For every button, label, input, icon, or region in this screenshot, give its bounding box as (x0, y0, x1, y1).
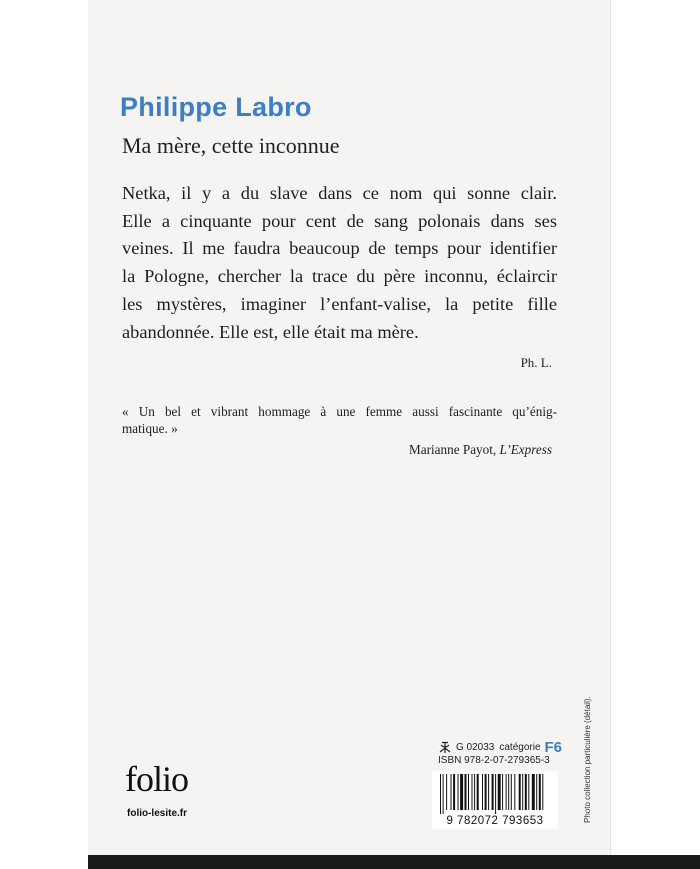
barcode-digits: 9 782072 793653 (446, 815, 544, 827)
barcode-bars (440, 774, 550, 814)
bottom-edge-strip (88, 855, 700, 869)
blurb (122, 180, 557, 346)
blurb-line: Elle a cinquante pour cent de sang polonais dans ses (122, 210, 557, 231)
publisher-website: folio-lesite.fr (127, 808, 188, 819)
blurb-line: abandonnée. Elle est, elle était ma mère. (122, 321, 419, 342)
author-name: Philippe Labro (120, 92, 312, 122)
book-title: Ma mère, cette inconnue (122, 133, 340, 158)
isbn: ISBN 978-2-07-279365-3 (438, 755, 550, 766)
photo-credit-text: Photo collection particulière (détail). (583, 696, 592, 823)
folio-logo: folio (125, 759, 188, 799)
gallimard-logo-icon (438, 741, 452, 754)
review-line: « Un bel et vibrant hommage à une femme aussi fascinante qu’énig- (122, 404, 557, 419)
publisher-code: G 02033 (456, 742, 495, 753)
blurb-line: Netka, il y a du slave dans ce nom qui sonne clair. (122, 183, 557, 203)
review-line: matique. » (122, 421, 178, 436)
review-attribution (300, 442, 552, 458)
review-source: L’Express (499, 442, 552, 457)
blurb-line: veines. Il me faudra beaucoup de temps pour identifier (122, 238, 557, 259)
photo-credit (583, 693, 593, 823)
blurb-line: la Pologne, chercher la trace du père inconnu, éclaircir (122, 266, 557, 287)
publisher-code-line (438, 739, 562, 756)
category-label: catégorie (499, 742, 541, 753)
critic-name: Marianne Payot, (409, 442, 500, 457)
barcode (432, 771, 558, 829)
category-code: F6 (544, 739, 563, 756)
review-quote (122, 403, 557, 437)
blurb-signature: Ph. L. (520, 355, 552, 370)
blurb-line: les mystères, imaginer l’enfant-valise, la petite fille (122, 293, 557, 314)
